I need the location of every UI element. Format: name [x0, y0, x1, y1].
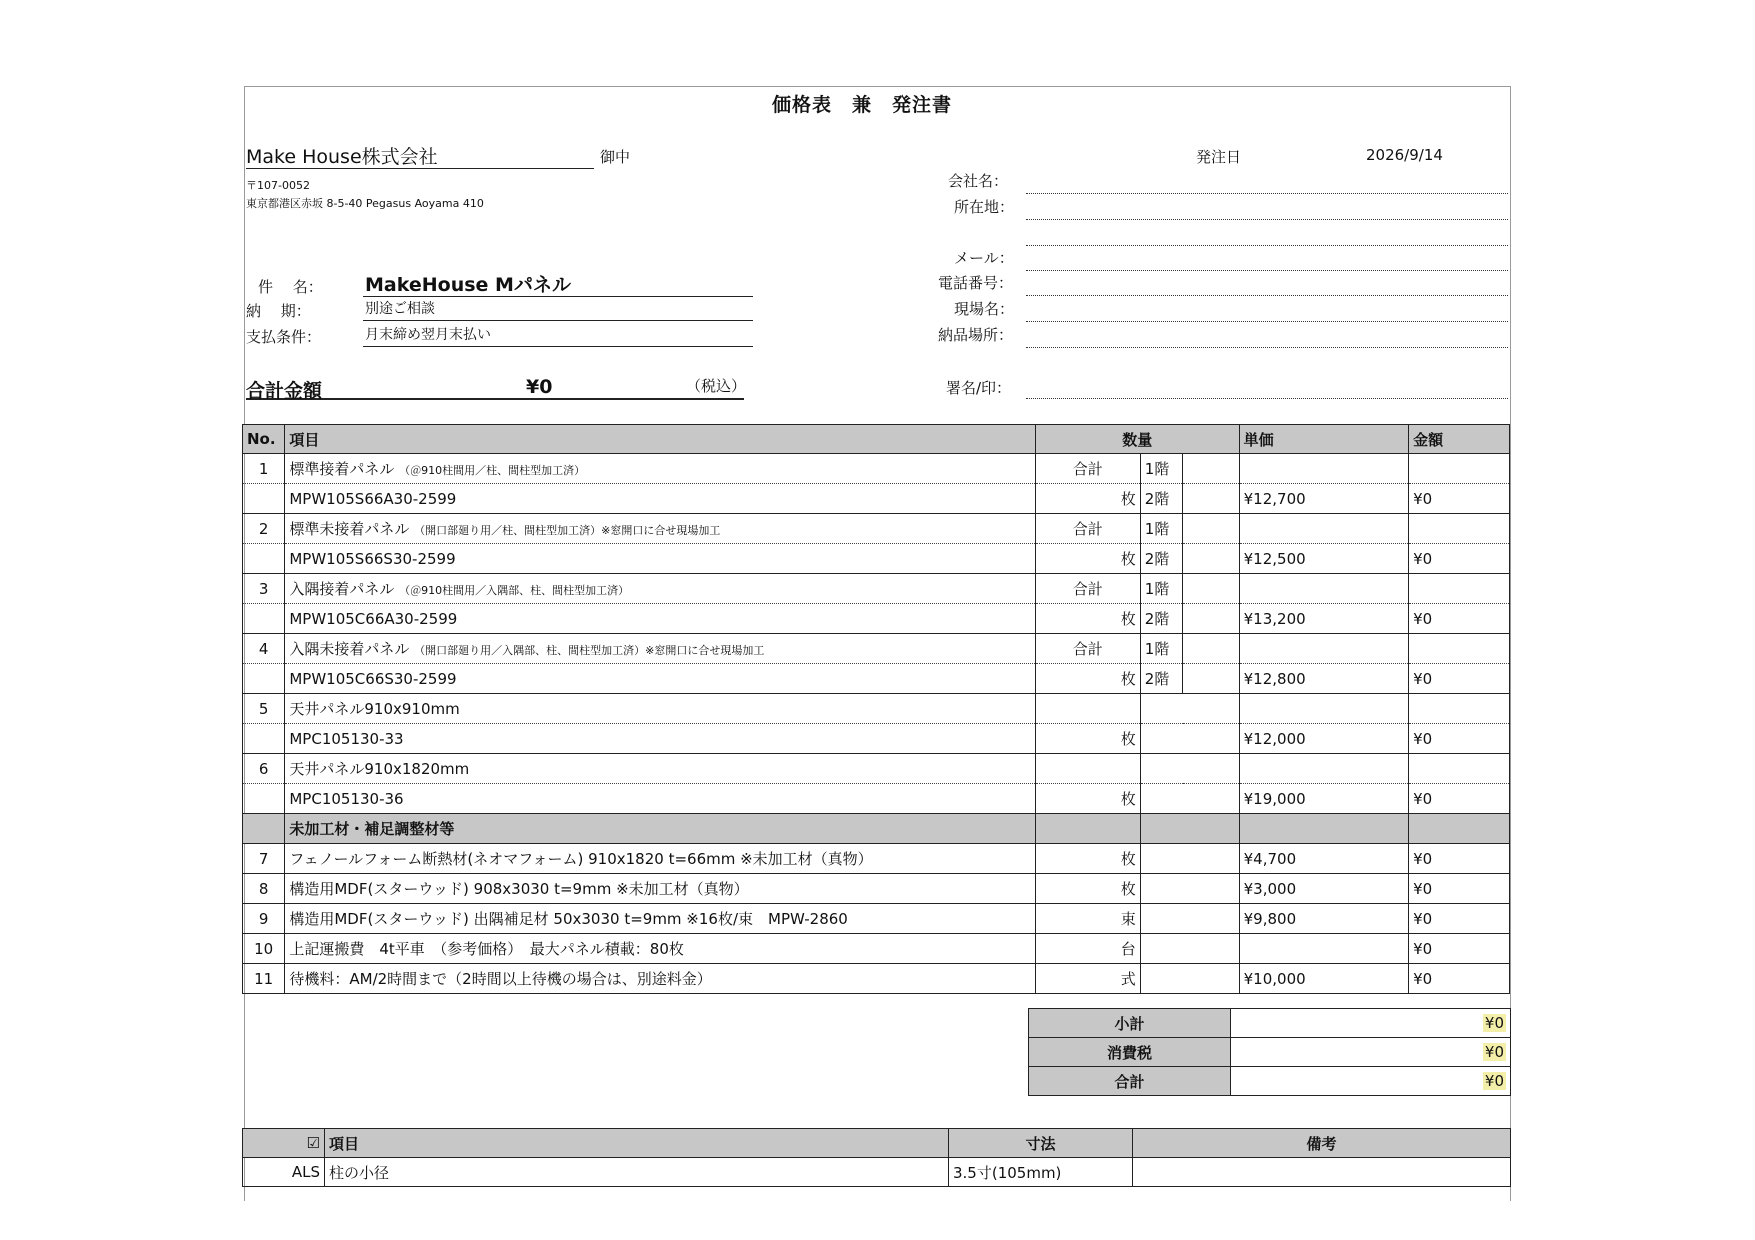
- header-unit-price: 単価: [1239, 425, 1408, 454]
- qty-floor-1-input[interactable]: [1183, 634, 1240, 664]
- subtotal-value: ¥0: [1484, 1014, 1504, 1032]
- table-row: [243, 724, 1510, 754]
- payment-label: 支払条件：: [246, 328, 322, 346]
- tax-value: ¥0: [1484, 1043, 1504, 1061]
- table-row: [243, 664, 1510, 694]
- qty-floor-2-input[interactable]: [1183, 604, 1240, 634]
- section-label: 未加工材・補足調整材等: [285, 814, 1036, 844]
- qty-input[interactable]: [1140, 844, 1239, 874]
- spec-header-remarks: 備考: [1133, 1129, 1511, 1158]
- spec-header-dimension: 寸法: [949, 1129, 1133, 1158]
- order-date-label: 発注日: [1196, 148, 1242, 166]
- unit-price: ¥4,700: [1239, 844, 1408, 874]
- phone-field[interactable]: [1026, 278, 1508, 296]
- delivery-place-label: 納品場所：: [938, 326, 1014, 344]
- tax-included-note: （税込）: [686, 377, 747, 395]
- spec-table-header: [243, 1129, 1511, 1158]
- unit-price-cell: [1239, 694, 1408, 724]
- floor-1-label: 1階: [1140, 514, 1182, 544]
- qty-input[interactable]: [1140, 784, 1239, 814]
- row-number-empty: [243, 544, 285, 574]
- item-note: （開口部廻り用／柱、間柱型加工済）※窓開口に合せ現場加工: [414, 524, 721, 537]
- qty-unit: 枚: [1035, 844, 1140, 874]
- item-name: 構造用MDF(スターウッド) 出隅補足材 50x3030 t=9mm ※16枚/束 MPW-2860: [285, 904, 1036, 934]
- row-number: 8: [243, 874, 285, 904]
- spec-tag[interactable]: ALS: [243, 1158, 325, 1187]
- product-code: MPW105C66A30-2599: [285, 604, 1036, 634]
- unit-price-cell: [1239, 754, 1408, 784]
- subtotal-row: [1029, 1009, 1511, 1038]
- product-code: MPW105S66S30-2599: [285, 544, 1036, 574]
- qty-unit: 枚: [1035, 874, 1140, 904]
- qty-unit: 枚: [1035, 784, 1140, 814]
- document-title: 価格表 兼 発注書: [772, 94, 953, 116]
- floor-1-label: 1階: [1140, 634, 1182, 664]
- spec-dimension: 3.5寸(105mm): [949, 1158, 1133, 1187]
- table-row: [243, 484, 1510, 514]
- table-row: [243, 964, 1510, 994]
- site-field-label: 現場名：: [954, 300, 1015, 318]
- product-code: MPW105C66S30-2599: [285, 664, 1036, 694]
- unit-price: ¥9,800: [1239, 904, 1408, 934]
- company-field-label: 会社名：: [948, 172, 1009, 190]
- header-item: 項目: [285, 425, 1036, 454]
- unit-price: ¥12,800: [1239, 664, 1408, 694]
- row-number-empty: [243, 604, 285, 634]
- item-name: 構造用MDF(スターウッド) 908x3030 t=9mm ※未加工材（真物）: [285, 874, 1036, 904]
- qty-total-label: 合計: [1035, 634, 1140, 664]
- qty-unit: 枚: [1035, 664, 1140, 694]
- item-name-cell: [285, 514, 1036, 544]
- qty-input[interactable]: [1140, 904, 1239, 934]
- table-row: [243, 874, 1510, 904]
- amount: ¥0: [1409, 604, 1510, 634]
- table-row: [243, 634, 1510, 664]
- amount-cell: [1409, 514, 1510, 544]
- table-row: [243, 574, 1510, 604]
- phone-field-label: 電話番号：: [938, 274, 1014, 292]
- amount: ¥0: [1409, 784, 1510, 814]
- unit-price: ¥12,700: [1239, 484, 1408, 514]
- payment-value: 月末締め翌月末払い: [363, 324, 753, 347]
- qty-floor-1-input[interactable]: [1183, 514, 1240, 544]
- item-name: 上記運搬費 4t平車 （参考価格） 最大パネル積載：80枚: [285, 934, 1036, 964]
- subject-label: 件 名：: [258, 278, 323, 296]
- item-name: 天井パネル910x1820mm: [285, 754, 1036, 784]
- amount: ¥0: [1409, 964, 1510, 994]
- unit-price-cell: [1239, 574, 1408, 604]
- qty-unit: 束: [1035, 904, 1140, 934]
- header-no: No.: [243, 425, 285, 454]
- spec-table: [242, 1128, 1511, 1187]
- row-number: 2: [243, 514, 285, 544]
- qty-total-label: 合計: [1035, 514, 1140, 544]
- amount-cell: [1409, 634, 1510, 664]
- table-row: [243, 454, 1510, 484]
- unit-price-cell: [1239, 514, 1408, 544]
- item-name: 待機料：AM/2時間まで（2時間以上待機の場合は、別途料金）: [285, 964, 1036, 994]
- address-field-line2[interactable]: [1026, 228, 1508, 246]
- spec-header-item: 項目: [325, 1129, 949, 1158]
- unit-price-cell: [1239, 454, 1408, 484]
- price-table: [242, 424, 1510, 994]
- amount: ¥0: [1409, 664, 1510, 694]
- qty-input[interactable]: [1140, 724, 1239, 754]
- tax-row: [1029, 1038, 1511, 1067]
- unit-price-cell: [1239, 634, 1408, 664]
- email-field-label: メール：: [954, 249, 1014, 267]
- item-name: 入隅未接着パネル: [289, 640, 410, 658]
- subtotal-label: 小計: [1029, 1009, 1231, 1038]
- company-name: Make House株式会社: [246, 142, 594, 169]
- qty-input[interactable]: [1140, 754, 1239, 784]
- amount: ¥0: [1409, 724, 1510, 754]
- qty-total-label: 合計: [1035, 454, 1140, 484]
- unit-price: ¥12,000: [1239, 724, 1408, 754]
- row-number: 3: [243, 574, 285, 604]
- signature-field[interactable]: [1026, 381, 1508, 399]
- subject-value: MakeHouse Mパネル: [363, 270, 753, 297]
- qty-floor-2-input[interactable]: [1183, 664, 1240, 694]
- table-row: [243, 934, 1510, 964]
- table-row: [243, 784, 1510, 814]
- qty-total-label: 合計: [1035, 574, 1140, 604]
- totals-table: [1028, 1008, 1511, 1096]
- delivery-value: 別途ご相談: [363, 298, 753, 321]
- item-name: 標準未接着パネル: [289, 520, 410, 538]
- floor-2-label: 2階: [1140, 604, 1182, 634]
- qty-input[interactable]: [1140, 964, 1239, 994]
- amount: ¥0: [1409, 904, 1510, 934]
- order-date: 2026/9/14: [1366, 146, 1443, 164]
- qty-floor-1-input[interactable]: [1183, 454, 1240, 484]
- table-row: [243, 604, 1510, 634]
- checkbox-icon[interactable]: ☑: [243, 1129, 325, 1158]
- qty-unit: 枚: [1035, 604, 1140, 634]
- item-note: （＠910柱間用／柱、間柱型加工済）: [399, 464, 586, 477]
- amount: ¥0: [1409, 844, 1510, 874]
- price-table-header: [243, 425, 1510, 454]
- spec-item: 柱の小径: [325, 1158, 949, 1187]
- table-row: [243, 844, 1510, 874]
- tax-label: 消費税: [1029, 1038, 1231, 1067]
- address-field[interactable]: [1026, 202, 1508, 220]
- unit-price: [1239, 934, 1408, 964]
- grand-total-value: ¥0: [1484, 1072, 1504, 1090]
- qty-unit: 台: [1035, 934, 1140, 964]
- amount: ¥0: [1409, 874, 1510, 904]
- qty-input[interactable]: [1140, 874, 1239, 904]
- floor-1-label: 1階: [1140, 454, 1182, 484]
- address: 東京都港区赤坂 8-5-40 Pegasus Aoyama 410: [246, 197, 484, 210]
- item-note: （開口部廻り用／入隅部、柱、間柱型加工済）※窓開口に合せ現場加工: [414, 644, 765, 657]
- company-field[interactable]: [1026, 176, 1508, 194]
- spec-row: [243, 1158, 1511, 1187]
- unit-price: ¥13,200: [1239, 604, 1408, 634]
- product-code: MPC105130-33: [285, 724, 1036, 754]
- row-number-empty: [243, 664, 285, 694]
- item-name: フェノールフォーム断熱材(ネオマフォーム) 910x1820 t=66mm ※未加工材（真物）: [285, 844, 1036, 874]
- honorific: 御中: [600, 148, 631, 166]
- total-amount-label: 合計金額: [246, 380, 323, 402]
- floor-1-label: 1階: [1140, 574, 1182, 604]
- amount: ¥0: [1409, 544, 1510, 574]
- item-note: （＠910柱間用／入隅部、柱、間柱型加工済）: [399, 584, 630, 597]
- qty-unit: 枚: [1035, 724, 1140, 754]
- unit-price: ¥3,000: [1239, 874, 1408, 904]
- row-number: 11: [243, 964, 285, 994]
- qty-cell: [1035, 694, 1140, 724]
- amount: ¥0: [1409, 934, 1510, 964]
- delivery-place-field[interactable]: [1026, 330, 1508, 348]
- amount-cell: [1409, 454, 1510, 484]
- qty-cell: [1035, 754, 1140, 784]
- table-row: [243, 694, 1510, 724]
- total-amount-value: ¥0: [526, 376, 553, 398]
- amount-cell: [1409, 754, 1510, 784]
- table-row: [243, 514, 1510, 544]
- product-code: MPW105S66A30-2599: [285, 484, 1036, 514]
- row-number: 4: [243, 634, 285, 664]
- table-row: [243, 904, 1510, 934]
- qty-unit: 枚: [1035, 484, 1140, 514]
- grand-total-row: [1029, 1067, 1511, 1096]
- row-number: 10: [243, 934, 285, 964]
- row-number: 7: [243, 844, 285, 874]
- item-name: 標準接着パネル: [289, 460, 395, 478]
- amount: ¥0: [1409, 484, 1510, 514]
- row-number: 5: [243, 694, 285, 724]
- header-qty: 数量: [1035, 425, 1239, 454]
- floor-2-label: 2階: [1140, 544, 1182, 574]
- floor-2-label: 2階: [1140, 664, 1182, 694]
- product-code: MPC105130-36: [285, 784, 1036, 814]
- amount-cell: [1409, 694, 1510, 724]
- amount-cell: [1409, 574, 1510, 604]
- item-name: 入隅接着パネル: [289, 580, 395, 598]
- qty-unit: 枚: [1035, 544, 1140, 574]
- section-row: [243, 814, 1510, 844]
- item-name-cell: [285, 454, 1036, 484]
- site-field[interactable]: [1026, 304, 1508, 322]
- floor-2-label: 2階: [1140, 484, 1182, 514]
- qty-unit: 式: [1035, 964, 1140, 994]
- header-amount: 金額: [1409, 425, 1510, 454]
- qty-floor-2-input[interactable]: [1183, 544, 1240, 574]
- qty-floor-1-input[interactable]: [1183, 574, 1240, 604]
- unit-price: ¥12,500: [1239, 544, 1408, 574]
- table-row: [243, 544, 1510, 574]
- qty-floor-2-input[interactable]: [1183, 484, 1240, 514]
- address-field-label: 所在地：: [954, 198, 1015, 216]
- row-number: 1: [243, 454, 285, 484]
- row-number: 6: [243, 754, 285, 784]
- qty-input[interactable]: [1140, 694, 1239, 724]
- row-number-empty: [243, 484, 285, 514]
- delivery-label: 納 期：: [246, 302, 311, 320]
- email-field[interactable]: [1026, 253, 1508, 271]
- item-name: 天井パネル910x910mm: [285, 694, 1036, 724]
- unit-price: ¥19,000: [1239, 784, 1408, 814]
- row-number-empty: [243, 784, 285, 814]
- spec-remarks[interactable]: [1133, 1158, 1511, 1187]
- row-number-empty: [243, 724, 285, 754]
- table-row: [243, 754, 1510, 784]
- signature-label: 署名/印：: [946, 379, 1012, 397]
- postal-code: 〒107-0052: [246, 179, 310, 192]
- item-name-cell: [285, 634, 1036, 664]
- unit-price: ¥10,000: [1239, 964, 1408, 994]
- item-name-cell: [285, 574, 1036, 604]
- qty-input[interactable]: [1140, 934, 1239, 964]
- grand-total-label: 合計: [1029, 1067, 1231, 1096]
- row-number: 9: [243, 904, 285, 934]
